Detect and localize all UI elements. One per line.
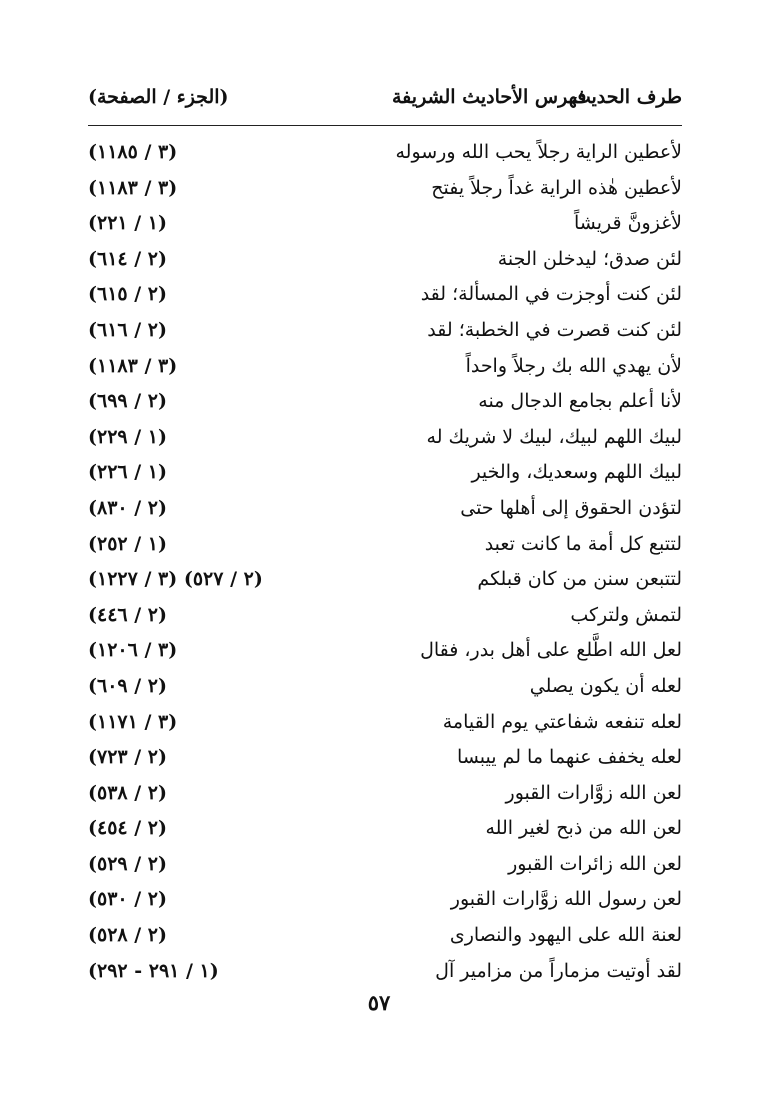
volume-page-reference: (٢ / ٥٣٨) xyxy=(88,781,168,804)
hadith-opening-text: لأنا أعلم بجامع الدجال منه xyxy=(478,390,682,413)
volume-page-reference: (٢ / ٦١٤) xyxy=(88,247,168,270)
volume-page-reference: (٣ / ١١٨٣) xyxy=(88,176,178,199)
hadith-opening-text: لعله تنفعه شفاعتي يوم القيامة xyxy=(442,710,682,733)
volume-page-reference: (٢ / ٥٢٩) xyxy=(88,852,168,875)
index-row xyxy=(88,527,682,563)
hadith-opening-text: لعله أن يكون يصلي xyxy=(529,674,682,697)
volume-page-reference: (٣ / ١١٨٣) xyxy=(88,354,178,377)
volume-page-reference: (٢ / ٧٢٣) xyxy=(88,746,168,769)
index-row xyxy=(88,918,682,954)
page-header xyxy=(88,86,682,116)
volume-page-reference: (٢ / ٦١٦) xyxy=(88,318,168,341)
hadith-opening-text: لبيك اللهم لبيك، لبيك لا شريك له xyxy=(426,425,682,448)
hadith-opening-text: لعنة الله على اليهود والنصارى xyxy=(449,924,682,947)
index-row xyxy=(88,882,682,918)
hadith-opening-text: لعن الله زائرات القبور xyxy=(508,852,682,875)
index-row xyxy=(88,135,682,171)
page-title: فهرس الأحاديث الشريفة xyxy=(392,86,587,108)
index-row xyxy=(88,455,682,491)
hadith-opening-text: لئن كنت أوجزت في المسألة؛ لقد xyxy=(420,283,682,306)
volume-page-reference: (٢ / ٦٩٩) xyxy=(88,390,168,413)
index-row xyxy=(88,242,682,278)
volume-page-reference: (٣ / ١٢٠٦) xyxy=(88,639,178,662)
volume-page-reference: (٣ / ١١٧١) xyxy=(88,710,178,733)
volume-page-reference: (٢ / ٥٢٧) (٣ / ١٢٢٧) xyxy=(88,568,263,591)
hadith-opening-text: لئن كنت قصرت في الخطبة؛ لقد xyxy=(427,318,682,341)
hadith-opening-text: لعن الله زوَّارات القبور xyxy=(505,781,682,804)
hadith-index-list xyxy=(88,135,682,989)
volume-page-reference: (١ / ٢٢٩) xyxy=(88,425,168,448)
index-row xyxy=(88,954,682,990)
volume-page-reference: (٢ / ٤٥٤) xyxy=(88,817,168,840)
index-row xyxy=(88,206,682,242)
hadith-opening-text: لعله يخفف عنهما ما لم ييبسا xyxy=(457,746,682,769)
index-row xyxy=(88,562,682,598)
hadith-opening-text: لتمش ولتركب xyxy=(570,603,682,626)
hadith-opening-text: لأعطين الراية رجلاً يحب الله ورسوله xyxy=(395,141,682,163)
header-divider xyxy=(88,125,682,126)
volume-page-reference: (٢ / ٥٣٠) xyxy=(88,888,168,911)
hadith-opening-text: لقد أوتيت مزماراً من مزامير آل xyxy=(435,959,682,982)
hadith-opening-text: لئن صدق؛ ليدخلن الجنة xyxy=(497,247,682,270)
index-row xyxy=(88,384,682,420)
volume-page-reference: (٢ / ٤٤٦) xyxy=(88,603,168,626)
hadith-opening-text: لتتبع كل أمة ما كانت تعبد xyxy=(484,532,682,555)
hadith-opening-text: لتؤدن الحقوق إلى أهلها حتى xyxy=(460,496,682,519)
index-row xyxy=(88,847,682,883)
volume-page-reference: (٢ / ٨٣٠) xyxy=(88,496,168,519)
volume-page-reference: (٢ / ٦٠٩) xyxy=(88,674,168,697)
volume-page-reference: (٢ / ٦١٥) xyxy=(88,283,168,306)
index-row xyxy=(88,420,682,456)
hadith-opening-text: لعن رسول الله زوَّارات القبور xyxy=(450,888,682,911)
index-row xyxy=(88,171,682,207)
volume-page-reference: (١ / ٢٢١) xyxy=(88,212,168,235)
hadith-column-heading: طرف الحديث xyxy=(572,86,682,108)
page-number: ٥٧ xyxy=(367,990,391,1015)
index-row xyxy=(88,811,682,847)
hadith-opening-text: لأعطين هٰذه الراية غداً رجلاً يفتح xyxy=(431,176,682,199)
volume-page-reference: (١ / ٢٩١ - ٢٩٢) xyxy=(88,959,219,982)
index-row xyxy=(88,669,682,705)
index-row xyxy=(88,633,682,669)
volume-page-reference: (١ / ٢٢٦) xyxy=(88,461,168,484)
hadith-opening-text: لعن الله من ذبح لغير الله xyxy=(485,817,682,840)
index-row xyxy=(88,776,682,812)
index-row xyxy=(88,349,682,385)
hadith-opening-text: لبيك اللهم وسعديك، والخير xyxy=(471,461,682,484)
volume-page-reference: (١ / ٢٥٢) xyxy=(88,532,168,555)
hadith-opening-text: لعل الله اطَّلع على أهل بدر، فقال xyxy=(420,639,682,662)
index-row xyxy=(88,313,682,349)
index-row xyxy=(88,598,682,634)
index-row xyxy=(88,740,682,776)
hadith-opening-text: لتتبعن سنن من كان قبلكم xyxy=(477,568,682,591)
reference-column-heading: (الجزء / الصفحة) xyxy=(88,86,229,108)
hadith-opening-text: لأغزونَّ قريشاً xyxy=(573,212,682,235)
hadith-opening-text: لأن يهدي الله بك رجلاً واحداً xyxy=(465,354,682,377)
index-row xyxy=(88,705,682,741)
index-row xyxy=(88,277,682,313)
volume-page-reference: (٢ / ٥٢٨) xyxy=(88,924,168,947)
index-row xyxy=(88,491,682,527)
volume-page-reference: (٣ / ١١٨٥) xyxy=(88,141,178,163)
